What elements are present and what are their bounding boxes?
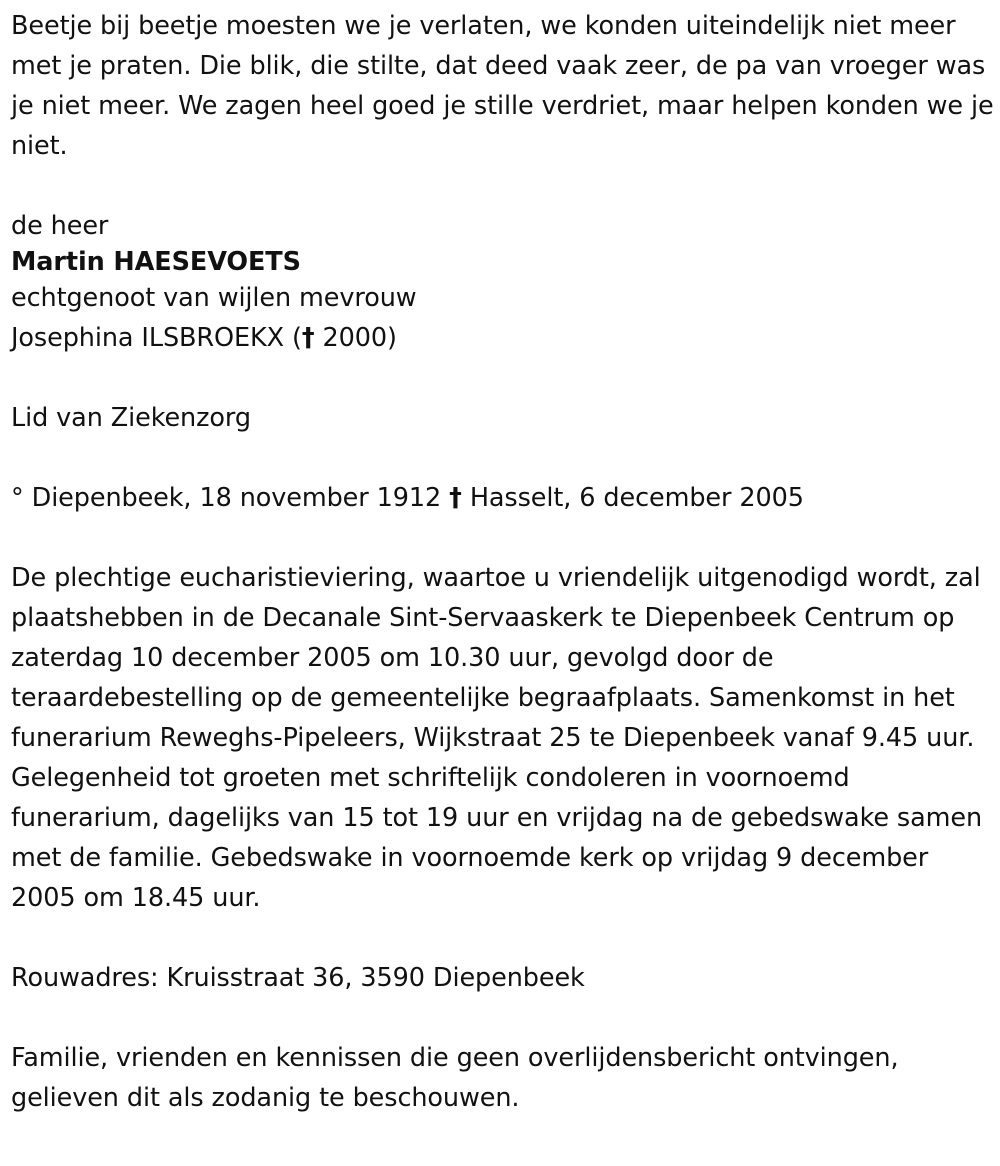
mourning-address: Rouwadres: Kruisstraat 36, 3590 Diepenbeek	[11, 963, 585, 993]
obituary-text	[11, 0, 996, 1118]
honorific: de heer	[11, 211, 109, 241]
intro-paragraph: Beetje bij beetje moesten we je verlaten, we konden uiteindelijk niet meer met je praten. Die blik, die stilte, dat deed vaak zeer, de pa van vroeger was je niet meer. We zagen heel goed je stille verdriet, maar helpen konden we je niet.	[11, 11, 994, 161]
cross-icon: †	[301, 323, 315, 353]
spouse-line: echtgenoot van wijlen mevrouw	[11, 283, 417, 313]
spouse-year: 2000)	[314, 323, 397, 353]
deceased-name: Martin HAESEVOETS	[11, 247, 301, 277]
life-dates	[11, 478, 996, 518]
death-info: Hasselt, 6 december 2005	[461, 483, 804, 513]
birth-info: ° Diepenbeek, 18 november 1912	[11, 483, 450, 513]
ceremony-paragraph: De plechtige eucharistieviering, waartoe u vriendelijk uitgenodigd wordt, zal plaatshebben in de Decanale Sint-Servaaskerk te Diepenbeek Centrum op zaterdag 10 december 2005 om 10.30 uur, gevolgd door de teraardebestelling op de gemeentelijke begraafplaats. Samenkomst in het funerarium Reweghs-Pipeleers, Wijkstraat 25 te Diepenbeek vanaf 9.45 uur. Gelegenheid tot groeten met schriftelijk condoleren in voornoemd funerarium, dagelijks van 15 tot 19 uur en vrijdag na de gebedswake samen met de familie. Gebedswake in voornoemde kerk op vrijdag 9 december 2005 om 18.45 uur.	[11, 563, 983, 913]
closing-paragraph: Familie, vrienden en kennissen die geen overlijdensbericht ontvingen, gelieven dit als zodanig te beschouwen.	[11, 1043, 899, 1113]
spouse-name-line	[11, 318, 996, 358]
spouse-name: Josephina ILSBROEKX (	[11, 323, 302, 353]
cross-icon: †	[449, 483, 462, 513]
membership: Lid van Ziekenzorg	[11, 403, 251, 433]
